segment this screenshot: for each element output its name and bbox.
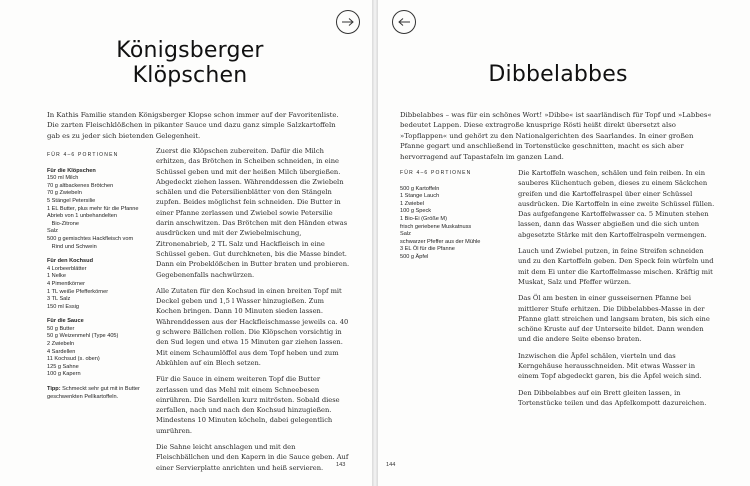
method-paragraph: Zuerst die Klöpschen zubereiten. Dafür die Milch erhitzen, das Brötchen in Scheiben schneiden, in eine Schüssel geben und mit der heißen Milch übergießen. Abgedeckt ziehen lassen. Währenddessen die Zwiebeln schälen und die Petersilienblätter von den Stängeln zupfen. Beides möglichst fein schneiden. Die Butter in einer Pfanne zerlassen und Zwiebel sowie Petersilie darin anschwitzen. Das Brötchen mit den Händen etwas ausdrücken und mit der Zwiebelmischung, Zitronenabrieb, 2 TL Salz und Hackfleisch in eine Schüssel geben. Gut durchkneten, bis die Masse bindet. Dann ein Probeklößchen in Butter braten und probieren. Gegebenenfalls nachwürzen. <box>156 147 350 279</box>
ingredient-line: 4 Lorbeerblätter <box>47 265 87 272</box>
tip-text <box>47 386 149 401</box>
ingredient-line: Abrieb von 1 unbehandelten <box>47 213 117 220</box>
ingredient-line: 1 EL Butter, plus mehr für die Pfanne <box>47 205 139 212</box>
ingredient-group-heading: Für die Klöpschen <box>47 167 96 174</box>
ingredient-line: 50 g Weizenmehl (Type 405) <box>47 333 119 340</box>
title-line-2: Klöpschen <box>132 63 248 88</box>
recipe-title <box>40 38 340 88</box>
arrow-left-glyph <box>397 17 411 27</box>
page-number: 144 <box>386 462 396 468</box>
ingredient-line: Rind und Schwein <box>47 243 97 250</box>
ingredient-group <box>47 318 149 379</box>
portions-label: FÜR 4–6 PORTIONEN <box>400 170 472 176</box>
ingredients-list <box>400 170 510 262</box>
ingredient-line: 100 g Kapern <box>47 371 81 378</box>
arrow-right-icon[interactable] <box>336 10 360 34</box>
ingredient-line: 1 Stange Lauch <box>400 193 440 200</box>
tip-label: Tipp: <box>47 386 61 393</box>
intro-text: Dibbelabbes – was für ein schönes Wort! »Dibbe« ist saarländisch für Topf und »Labbes« bedeutet Lappen. Diese extragroße knusprige Rösti heißt direkt übersetzt also »Topflappen« und gehört zu den Nationalgerichten des Saarlandes. In einer großen Pfanne gegart und anschließend in Tortenstücke geschnitten, macht es sich aber hervorragend auf Tapastafeln im ganzen Land. <box>400 111 712 161</box>
method-paragraph: Den Dibbelabbes auf ein Brett gleiten lassen, in Tortenstücke teilen und das Apfelkompott dazureichen. <box>518 388 707 407</box>
method-paragraph: Für die Sauce in einem weiteren Topf die Butter zerlassen und das Mehl mit einem Schneebesen einrühren. Die Sardellen kurz mitrösten. Sobald diese zerfallen, nach und nach den Kochsud hinzugießen. Mindestens 10 Minuten köcheln, dabei gelegentlich umrühren. <box>156 375 340 435</box>
arrow-right-glyph <box>341 17 355 27</box>
intro-text: In Kathis Familie standen Königsberger Klopse schon immer auf der Favoritenliste. Die zarten Fleischklößchen in pikanter Sauce und dazu ganz simple Salzkartoffeln gab es zu jeder sich bietenden Gelegenheit. <box>47 111 339 140</box>
ingredient-line: 100 g Speck <box>400 208 432 215</box>
ingredient-group <box>47 258 149 311</box>
method-paragraph: Inzwischen die Äpfel schälen, vierteln und das Kerngehäuse herausschneiden. Mit etwas Wasser in einem Topf abgedeckt garen, bis die Äpfel weich sind. <box>518 351 702 381</box>
ingredient-line: 3 EL Öl für die Pfanne <box>400 246 455 253</box>
ingredient-line: Salz <box>400 231 411 238</box>
ingredient-line: 70 g altbackenes Brötchen <box>47 182 114 189</box>
right-page <box>378 0 750 486</box>
ingredient-line: 4 Sardellen <box>47 348 76 355</box>
tip-body: Schmeckt sehr gut mit in Butter geschwenkten Pellkartoffeln. <box>47 386 140 400</box>
ingredient-line: Bio-Zitrone <box>47 220 80 227</box>
ingredient-line: 70 g Zwiebeln <box>47 190 82 197</box>
ingredient-line: 5 Stängel Petersilie <box>47 197 96 204</box>
ingredient-group-heading: Für die Sauce <box>47 318 84 325</box>
ingredient-line: schwarzer Pfeffer aus der Mühle <box>400 238 481 245</box>
ingredient-line: frisch geriebene Muskatnuss <box>400 223 472 230</box>
ingredient-line: Salz <box>47 228 58 235</box>
left-page <box>0 0 372 486</box>
ingredient-line: 1 Bio-Ei (Größe M) <box>400 215 447 222</box>
arrow-left-icon[interactable] <box>392 10 416 34</box>
ingredient-line: 11 Kochsud (s. oben) <box>47 356 100 363</box>
ingredient-line: 500 g gemischtes Hackfleisch vom <box>47 235 134 242</box>
ingredient-line: 4 Pimentkörner <box>47 280 85 287</box>
method-paragraph: Die Sahne leicht anschlagen und mit den Fleischbällchen und den Kapern in die Sauce geben. Auf einer Servierplatte anrichten und heiß servieren. <box>156 443 349 472</box>
ingredient-group-heading: Für den Kochsud <box>47 258 93 265</box>
method-paragraph: Das Öl am besten in einer gusseisernen Pfanne bei mittlerer Stufe erhitzen. Die Dibbelabbes-Masse in der Pfanne glatt streichen und langsam braten, bis sich eine schöne Kruste auf der Unterseite bildet. Dann wenden und die andere Seite ebenso braten. <box>518 294 710 344</box>
ingredient-line: 1 Nelke <box>47 273 66 280</box>
ingredient-line: 1 TL weiße Pfefferkörner <box>47 288 109 295</box>
ingredient-line: 125 g Sahne <box>47 363 79 370</box>
ingredient-line: 50 g Butter <box>47 325 75 332</box>
ingredient-line: 150 ml Essig <box>47 303 80 310</box>
ingredient-line: 1 Zwiebel <box>400 200 424 207</box>
page-number: 143 <box>336 462 346 468</box>
ingredient-line: 2 Zwiebeln <box>47 341 75 348</box>
ingredients-list <box>47 152 149 401</box>
title-line-1: Königsberger <box>116 38 264 63</box>
ingredient-line: 3 TL Salz <box>47 296 71 303</box>
method-paragraph: Alle Zutaten für den Kochsud in einen breiten Topf mit Deckel geben und 1,5 l Wasser hinzugießen. Zum Kochen bringen. Dann 10 Minuten sieden lassen. Währenddessen aus der Hackfleischmasse jeweils ca. 40 g schwere Bällchen rollen. Die Klöpschen vorsichtig in den Sud legen und etwa 15 Minuten gar ziehen lassen. Mit einem Schaumlöffel aus dem Topf heben und zum Abkühlen auf ein Blech setzen. <box>156 286 349 367</box>
method-text <box>156 146 350 479</box>
ingredient-group <box>47 168 149 252</box>
method-paragraph: Lauch und Zwiebel putzen, in feine Streifen schneiden und zu den Kartoffeln geben. Den Speck fein würfeln und mit dem Ei unter die Kartoffelmasse mischen. Kräftig mit Muskat, Salz und Pfeffer würzen. <box>518 247 714 286</box>
ingredient-line: 500 g Kartoffeln <box>400 185 440 192</box>
ingredient-line: 500 g Äpfel <box>400 253 429 260</box>
recipe-title: Dibbelabbes <box>488 62 628 87</box>
portions-label: FÜR 4–6 PORTIONEN <box>47 152 119 158</box>
method-text <box>518 168 716 414</box>
ingredient-line: 150 ml Milch <box>47 175 79 182</box>
method-paragraph: Die Kartoffeln waschen, schälen und fein reiben. In ein sauberes Küchentuch geben, dieses zu einem Säckchen greifen und die Kartoffelraspel über einer Schüssel ausdrücken. Die Kartoffeln in eine zweite Schüssel füllen. Das aufgefangene Kartoffelwasser ca. 5 Minuten stehen lassen, dann das Wasser abgießen und die sich unten abgesetzte Stärke mit den Kartoffelraspeln vermengen. <box>518 169 715 239</box>
